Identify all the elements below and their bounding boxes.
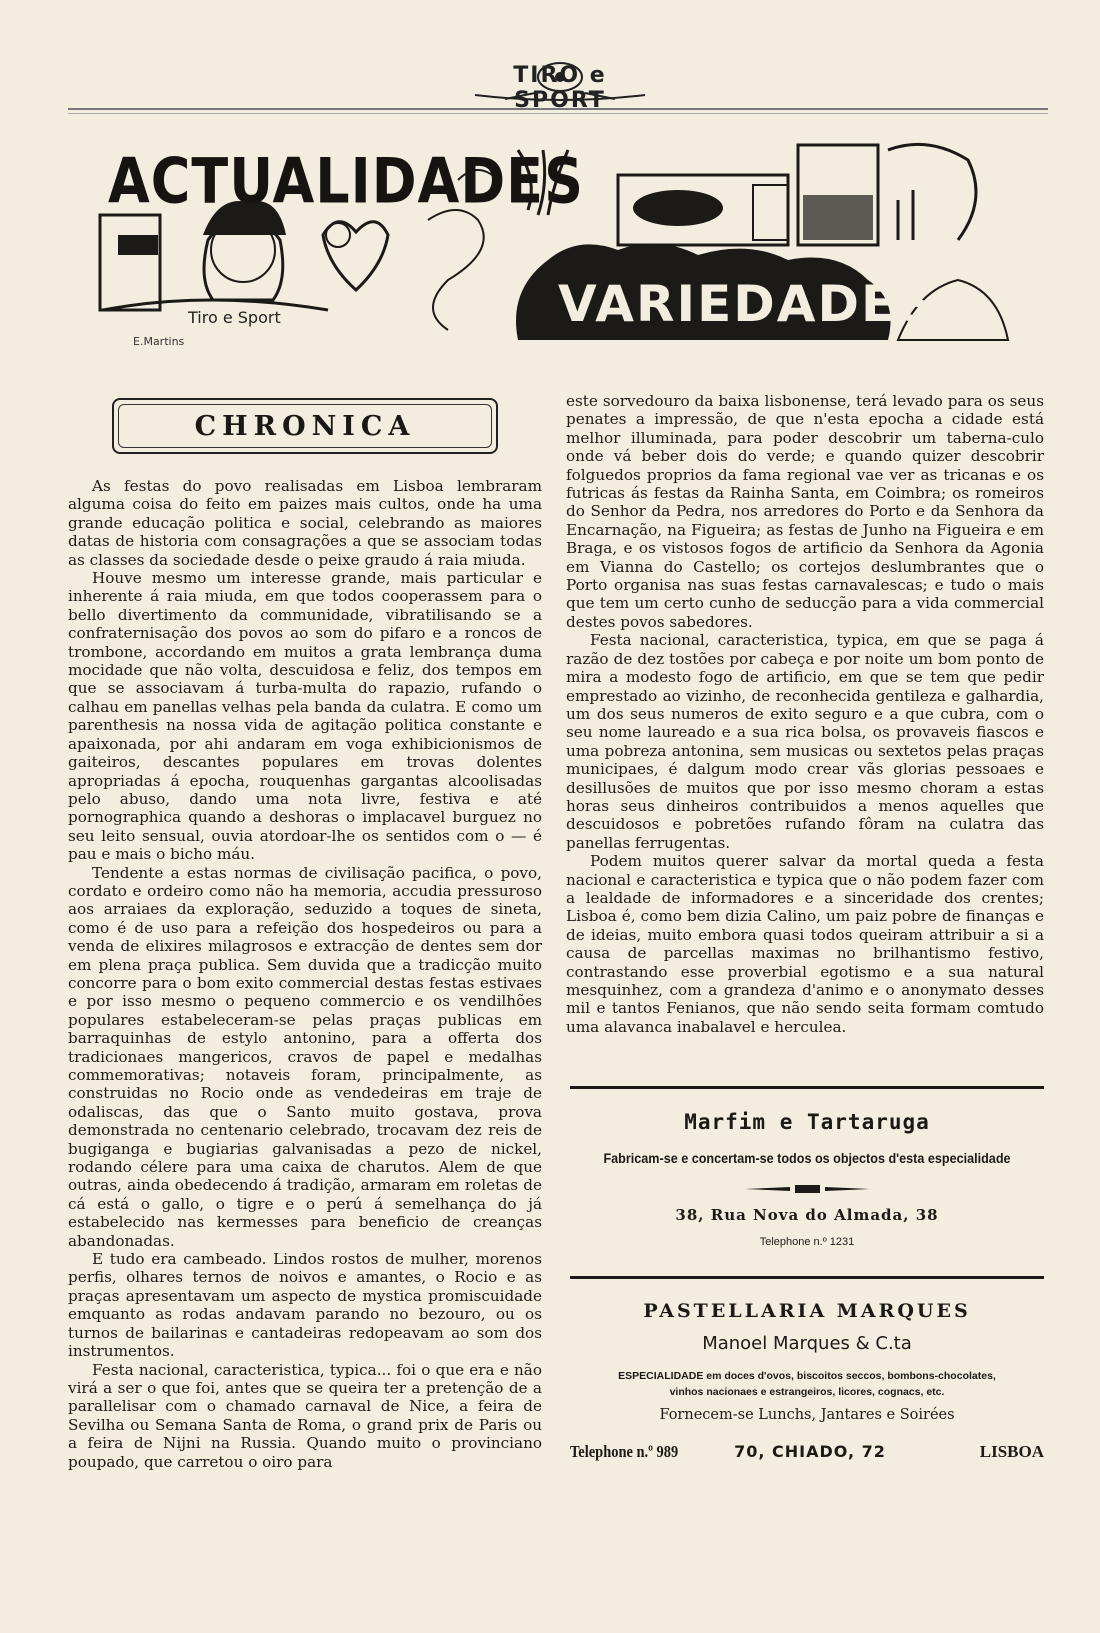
ad1-address: 38, Rua Nova do Almada, 38 — [675, 1206, 939, 1224]
ad2-services: Fornecem-se Lunchs, Jantares e Soirées — [659, 1407, 955, 1423]
ad2-title: PASTELLARIA MARQUES — [643, 1300, 971, 1322]
left-paragraph-4: E tudo era cambeado. Lindos rostos de mulher, morenos perfis, olhares ternos de noivos e amantes, o Rocio e as praças apresentavam um aspecto de mystica promiscuidade emquanto as rodas andavam parando no bezouro, ou os turnos de bailarinas e cantadeiras redopeavam ao som dos instrumentos. — [68, 1250, 542, 1361]
left-paragraph-3: Tendente a estas normas de civilisação pacifica, o povo, cordato e ordeiro como não ha memoria, accudia pressuroso aos arraiaes da exploração, seduzido a toques de sineta, como é de uso para a refeição dos hospedeiros ou para a venda de elixires milagrosos e extracção de dentes sem dor em plena praça publica. Sem duvida que a tradicção muito concorre para o bom exito commercial destas festas estivaes e por isso mesmo o pequeno commercio e os vendilhões populares estabeleceram-se pelas praças publicas em barraquinhas de estylo antonino, para a offerta dos tradicionaes mangericos, cravos de papel e medalhas commemorativas; notaveis foram, principalmente, as construidas no Rocio onde as vendedeiras em traje de odaliscas, das que o Santo muito gostava, prova demonstrada no centenario celebrado, trocavam dez reis de bugiganga e bugiarias galvanisadas a pezo de nickel, rodando célere para uma caixa de charutos. Alem de que outras, ainda obedecendo á tradição, armaram em roletas de cá está o gallo, o tigre e o perú á semelhança do já estabelecido nas kermesses para beneficio de creanças abandonadas. — [68, 863, 542, 1250]
ad2-bottom-line — [570, 1442, 1044, 1464]
right-column — [566, 392, 1044, 1036]
ad2-telephone: Telephone n.º 989 — [570, 1442, 679, 1461]
left-paragraph-2: Houve mesmo um interesse grande, mais particular e inherente á raia miuda, em que todos cooperassem para o bello divertimento da communidade, vibratilisando se a confraternisação dos povos ao som do pifaro e a roncos de trombone, accordando em muitos a grata lembrança duma mocidade que não volta, descuidosa e feliz, dos tempos em que se associavam á turba-multa do rapazio, rufando o calhau em panellas velhas pela banda da culatra. E como um parenthesis na nossa vida de agitação politica constante e apaixonada, por ahi andaram em voga exhibicionismos de gaiteiros, descantes populares em trovas dolentes apropriadas á epocha, rouquenhas gargantas alcoolisadas pelo abuso, dando uma nota livre, festiva e até pornographica quando a deshoras o implacavel burguez no seu leito sensual, ouvia atordoar-lhe os sentidos com o — é pau e mais o bicho máu. — [68, 569, 542, 864]
right-paragraph-1: este sorvedouro da baixa lisbonense, terá levado para os seus penates a impressão, de que n'esta epocha a cidade está melhor illuminada, para poder descobrir um taberna-culo onde vá beber dois do verde; e quando quizer descobrir folguedos proprios da fama regional vae ver as tricanas e os futricas ás festas da Rainha Santa, em Coimbra; os romeiros do Senhor da Pedra, nos arredores do Porto e da Senhora da Encarnação, na Figueira; as festas de Junho na Figueira e em Braga, e os vistosos fogos de artificio da Senhora da Agonia em Vianna do Castello; os cortejos deslumbrantes que o Porto organisa nas suas festas carnavalescas; e tudo o mais que tem um certo cunho de seducção para a vida commercial destes povos sabedores. — [566, 392, 1044, 631]
ad2-address: 70, CHIADO, 72 — [734, 1442, 886, 1461]
top-rule — [68, 108, 1048, 110]
banner-title-actualidades: ACTUALIDADES — [108, 145, 584, 218]
banner-title-variedades: VARIEDADES — [558, 275, 936, 333]
banner-signature: E.Martins — [133, 335, 185, 348]
left-paragraph-5: Festa nacional, caracteristica, typica... foi o que era e não virá a ser o que foi, antes que se queira ter a pretenção de a parallelisar com o chamado carnaval de Nice, a feira de Sevilha ou Semana Santa de Roma, o grand prix de Paris ou a feira de Nijni na Russia. Quando muito o provinciano poupado, que carretou o oiro para — [68, 1360, 542, 1471]
chronica-title: CHRONICA — [194, 410, 416, 442]
ad2-city: LISBOA — [979, 1442, 1044, 1461]
left-paragraph-1: As festas do povo realisadas em Lisboa lembraram alguma coisa do feito em paizes mais cultos, onde ha uma grande educação politica e social, celebrando as maiores datas de historia com consagrações a que se associam todas as classes da sociedade desde o peixe graudo á raia miuda. — [68, 477, 542, 569]
ad1-telephone: Telephone n.º 1231 — [759, 1236, 855, 1248]
chronica-frame — [112, 398, 498, 454]
right-paragraph-2: Festa nacional, caracteristica, typica, em que se paga á razão de dez tostões por cabeça e por noite um bom ponto de mira a modesto fogo de artificio, em que se tem que pedir emprestado ao vizinho, de reconhecida gentileza e galhardia, um dos seus numeros de exito seguro e a que cubra, com o seu nome laureado e a sua rica bolsa, os provaveis fiascos e uma pobreza antonina, sem musicas ou sextetos pelas praças municipaes, é dalgum modo crear vãs glorias pessoaes e desillusões de muitos que por isso mesmo choram a estas horas seus dinheiros contribuidos a menos aquelles que descuidosos e pobretões rufando fôram na culatra das panellas ferrugentas. — [566, 631, 1044, 852]
masthead-title: TIRO e SPORT — [513, 63, 607, 113]
ad2-name: Manoel Marques & C.ta — [702, 1333, 912, 1354]
ad2-top-rule — [570, 1276, 1044, 1279]
ad1-subtitle: Fabricam-se e concertam-se todos os objectos d'esta especialidade — [603, 1150, 1011, 1166]
left-column — [68, 477, 542, 1471]
ad1-top-rule — [570, 1086, 1044, 1089]
masthead — [465, 55, 655, 113]
banner-subtitle: Tiro e Sport — [188, 308, 281, 327]
banner — [98, 140, 1018, 350]
ad1-title: Marfim e Tartaruga — [684, 1110, 930, 1134]
ad2-specialty: ESPECIALIDADE em doces d'ovos, biscoitos seccos, bombons-chocolates, vinhos nacionaes e estrangeiros, licores, cognacs, etc. — [618, 1370, 996, 1398]
dash-ornament-icon — [745, 1184, 870, 1194]
top-rule-thin — [68, 113, 1048, 114]
right-paragraph-3: Podem muitos querer salvar da mortal queda a festa nacional e caracteristica e typica que o não podem fazer com a lealdade de informadores e a sinceridade dos crentes; Lisboa é, como bem dizia Calino, um paiz pobre de finanças e de ideias, muito embora quasi todos queiram attribuir a si a causa de parcellas maximas no brilhantismo festivo, contrastando esse proverbial egotismo e a sua natural mesquinhez, com a grandeza d'animo e o anonymato desses mil e tantos Fenianos, que não sendo seita formam comtudo uma alavanca inabalavel e herculea. — [566, 852, 1044, 1036]
